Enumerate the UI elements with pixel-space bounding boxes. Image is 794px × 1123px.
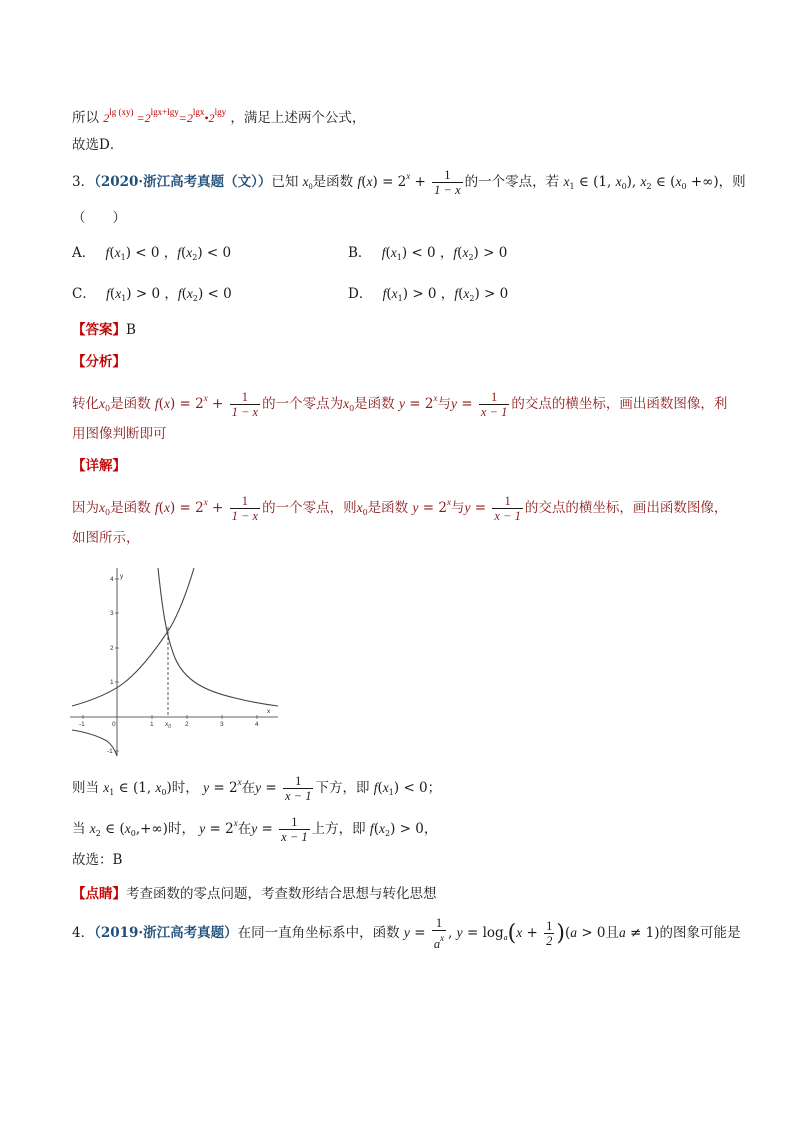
detail-text-2: 如图所示， (72, 530, 140, 546)
text: 则当 (72, 780, 99, 796)
text: 在 (241, 780, 256, 796)
text: 上方，即 (311, 821, 366, 837)
text: 的图象可能是 (659, 925, 741, 941)
text: 的一个零点为 (262, 396, 344, 412)
text: 所以 (72, 110, 99, 126)
conclusion-line-2: 当 $x_2$ ∈ $(x_0,+\infty)$时， $y = 2^x$在y = $\frac{1}{x - 1}$ 上方，即 $f(x_2) > 0$， (72, 815, 438, 844)
fraction: $\frac{1}{a^x}$ (433, 916, 445, 951)
y-tick-label: -1 (107, 748, 113, 755)
text: 的交点的横坐标，画出函数图像，利 (511, 396, 728, 412)
text: 因为 (72, 500, 99, 516)
choice-letter: D． (348, 286, 373, 302)
text: 的一个零点，若 (464, 174, 560, 190)
fraction: $\frac{1}{x - 1}$ (494, 494, 521, 523)
choice-letter: C． (72, 286, 96, 302)
text: 的交点的横坐标，画出函数图像， (524, 500, 728, 516)
fraction: $\frac{1}{x - 1}$ (281, 815, 308, 844)
detail-text: 因为$x_0$是函数 $f(x) = 2^x$ + $\frac{1}{1 - x}$ 的一个零点，则$x_0$是函数 $y = 2^x$与y = $\frac{1}{x - 1}$ 的交点的横坐标，画出函数图像， (72, 494, 728, 523)
text: 转化 (72, 396, 99, 412)
question-number: 4． (72, 925, 95, 941)
choice-b[interactable]: B． $f(x_1) < 0$ ，$f(x_2) > 0$ (348, 245, 508, 262)
x-axis-label: x (267, 708, 271, 715)
x-tick-label: 1 (150, 721, 154, 728)
text: 考查函数的零点问题，考查数形结合思想与转化思想 (126, 886, 437, 902)
choice-letter: A． (72, 245, 96, 261)
analysis-text: 转化$x_0$是函数 $f(x) = 2^x$ + $\frac{1}{1 - x}$ 的一个零点为$x_0$是函数 $y = 2^x$与y = $\frac{1}{x - 1}$ 的交点的横坐标，画出函数图像，利 (72, 390, 728, 419)
x0-label: $x_0$ (165, 721, 172, 730)
x-tick-label: 3 (220, 721, 224, 728)
text: 在同一直角坐标系中，函数 (237, 925, 400, 941)
text: 是函数 (312, 174, 354, 190)
answer-label: 【答案】 (72, 322, 126, 338)
y-axis-label: y (120, 573, 124, 580)
text: 与 (437, 396, 451, 412)
reciprocal-curve-right (158, 568, 278, 706)
label: 【点睛】 (72, 886, 126, 902)
question-source: （2020·浙江高考真题（文）） (94, 174, 272, 190)
text: 的一个零点，则 (262, 500, 357, 516)
fraction: $\frac{1}{1 - x}$ (231, 390, 259, 419)
text: ，满足上述两个公式， (230, 110, 366, 126)
fraction: $\frac{1}{1 - x}$ (231, 494, 259, 523)
text: 是函数 (354, 396, 395, 412)
label: 【详解】 (72, 458, 126, 474)
line-2: 故选D． (72, 137, 124, 153)
text: ； (427, 780, 442, 796)
exponential-curve (72, 568, 194, 706)
choice-d[interactable]: D． $f(x_1) > 0$ ，$f(x_2) > 0$ (348, 286, 509, 303)
text: 是函数 (110, 500, 151, 516)
conclusion-line-1: 则当 $x_1$ ∈ (1, $x_0$)时， $y = 2^x$在y = $\frac{1}{x - 1}$ 下方，即 $f(x_1) < 0$； (72, 774, 442, 803)
text: 在 (237, 821, 252, 837)
text: 下方，即 (315, 780, 370, 796)
x-tick-label: 0 (112, 721, 116, 728)
x-tick-label: 4 (255, 721, 259, 728)
y-tick-label: 3 (110, 610, 114, 617)
question-3-paren: （ ） (72, 210, 126, 226)
fraction: $\frac{1}{2}$ (546, 919, 553, 948)
text: 是函数 (110, 396, 151, 412)
choice-letter: B． (348, 245, 372, 261)
function-graph (70, 566, 282, 758)
y-tick-label: 4 (110, 576, 114, 583)
answer-value: B (126, 322, 136, 338)
analysis-label (72, 352, 126, 372)
choice-c[interactable]: C． $f(x_1) > 0$ ，$f(x_2) < 0$ (72, 286, 232, 303)
x-tick-label: 2 (185, 721, 189, 728)
line-1 (72, 102, 365, 128)
comment-line (72, 884, 437, 904)
text: 是函数 (367, 500, 409, 516)
choice-a[interactable]: A． $f(x_1) < 0$ ，$f(x_2) < 0$ (72, 245, 232, 262)
text: 时， (171, 780, 199, 796)
question-3-stem: 3．（2020·浙江高考真题（文））已知 $x_0$是函数 $f(x) = 2^x$ + $\frac{1}{1 - x}$ 的一个零点，若 $x_1$ ∈ (1, $x_0$), $x_2$ ∈ ($x_0$ +∞)，则 (72, 168, 746, 197)
fraction: $\frac{1}{x - 1}$ (284, 774, 312, 803)
choose-line: 故选：B (72, 852, 123, 868)
text: ， (423, 821, 438, 837)
x-tick-label: -1 (79, 721, 85, 728)
fraction: $\frac{1}{1 - x}$ (434, 168, 461, 197)
text: ，则 (718, 174, 746, 190)
analysis-text-2: 用图像判断即可 (72, 426, 167, 442)
y-tick-label: 1 (110, 679, 114, 686)
detail-label (72, 456, 126, 476)
question-4-stem: 4．（2019·浙江高考真题）在同一直角坐标系中，函数 y = $\frac{1}{a^x}$ , $y = \log_a(x$ + $\frac{1}{2}$ )(a > 0且a ≠ 1)的图象可能是 (72, 916, 741, 951)
question-number: 3． (72, 174, 95, 190)
fraction: $\frac{1}{x - 1}$ (480, 390, 508, 419)
question-source: （2019·浙江高考真题） (94, 925, 238, 941)
text: 与 (450, 500, 465, 516)
text: 已知 (271, 174, 299, 190)
formula: $2^{lg (xy)}$ $=2^{lgx+lgy}=2^{lgx}•2^{lgy}$ (103, 107, 227, 125)
label: 【分析】 (72, 354, 126, 370)
answer-line (72, 320, 136, 340)
y-tick-label: 2 (110, 645, 114, 652)
text: 当 (72, 821, 86, 837)
text: 时， (167, 821, 195, 837)
